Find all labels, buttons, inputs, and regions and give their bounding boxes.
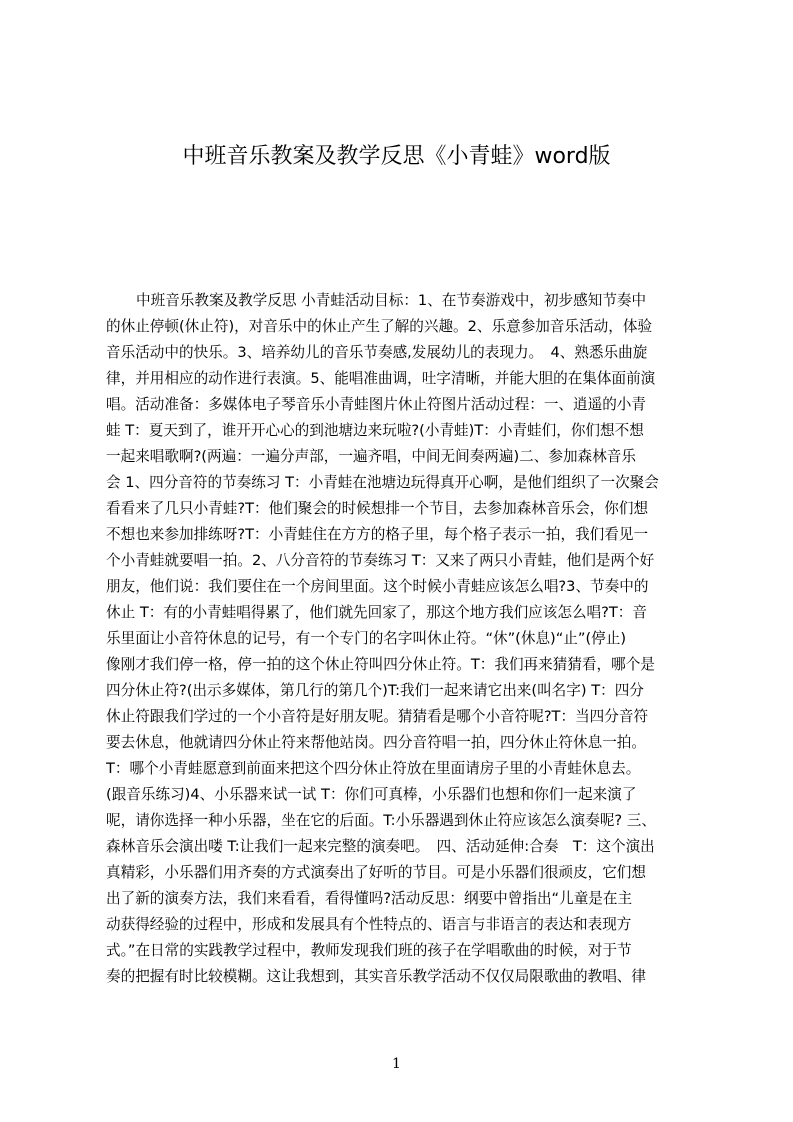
text-line: 音乐活动中的快乐。3、培养幼儿的音乐节奏感,发展幼儿的表现力。 4、熟悉乐曲旋 bbox=[106, 344, 648, 361]
text-line: 律，并用相应的动作进行表演。5、能唱准曲调，吐字清晰，并能大胆的在集体面前演 bbox=[106, 370, 656, 387]
page-number: 1 bbox=[392, 1056, 401, 1072]
text-line: 会 1、四分音符的节奏练习 T：小青蛙在池塘边玩得真开心啊，是他们组织了一次聚会 bbox=[106, 474, 659, 491]
text-line: 朋友，他们说：我们要住在一个房间里面。这个时候小青蛙应该怎么唱?3、节奏中的 bbox=[106, 578, 649, 595]
text-line: 乐里面让小音符休息的记号，有一个专门的名字叫休止符。“休”(休息)“止”(停止) bbox=[106, 630, 627, 647]
text-line: 动获得经验的过程中，形成和发展具有个性特点的、语言与非语言的表达和表现方 bbox=[106, 916, 632, 933]
text-line: 四分休止符?(出示多媒体，第几行的第几个)T:我们一起来请它出来(叫名字) T：四分 bbox=[106, 682, 644, 699]
text-line: 唱。活动准备：多媒体电子琴音乐小青蛙图片休止符图片活动过程：一、逍遥的小青 bbox=[106, 396, 646, 413]
text-line: 呢，请你选择一种小乐器，坐在它的后面。T:小乐器遇到休止符应该怎么演奏呢? 三、 bbox=[106, 812, 656, 829]
text-line: 出了新的演奏方法，我们来看看，看得懂吗?活动反思：纲要中曾指出“儿童是在主 bbox=[106, 890, 633, 907]
page-title: 中班音乐教案及教学反思《小青蛙》word版 bbox=[182, 144, 611, 169]
text-line: T：哪个小青蛙愿意到前面来把这个四分休止符放在里面请房子里的小青蛙休息去。 bbox=[106, 760, 641, 777]
text-line: 奏的把握有时比较模糊。这让我想到，其实音乐教学活动不仅仅局限歌曲的教唱、律 bbox=[106, 968, 646, 985]
text-line: (跟音乐练习)4、小乐器来试一试 T：你们可真棒，小乐器们也想和你们一起来演了 bbox=[106, 786, 637, 803]
text-line: 蛙 T：夏天到了，谁开开心心的到池塘边来玩啦?(小青蛙)T：小青蛙们，你们想不想 bbox=[106, 422, 644, 439]
text-line: 不想也来参加排练呀?T：小青蛙住在方方的格子里，每个格子表示一拍，我们看见一 bbox=[106, 526, 649, 543]
text-line: 真精彩，小乐器们用齐奏的方式演奏出了好听的节目。可是小乐器们很顽皮，它们想 bbox=[106, 864, 646, 881]
text-line: 休止 T：有的小青蛙唱得累了，他们就先回家了，那这个地方我们应该怎么唱?T：音 bbox=[106, 604, 647, 621]
text-line: 式。”在日常的实践教学过程中，教师发现我们班的孩子在学唱歌曲的时候，对于节 bbox=[106, 942, 632, 959]
body-text bbox=[106, 288, 698, 990]
text-line: 看看来了几只小青蛙?T：他们聚会的时候想排一个节目，去参加森林音乐会，你们想 bbox=[106, 500, 649, 517]
text-line: 一起来唱歌啊?(两遍：一遍分声部，一遍齐唱，中间无间奏两遍)二、参加森林音乐 bbox=[106, 448, 636, 465]
text-line: 的休止停顿(休止符)，对音乐中的休止产生了解的兴趣。2、乐意参加音乐活动，体验 bbox=[106, 318, 653, 335]
text-line: 像刚才我们停一格，停一拍的这个休止符叫四分休止符。T：我们再来猜猜看，哪个是 bbox=[106, 656, 655, 673]
text-line: 森林音乐会演出喽 T:让我们一起来完整的演奏吧。 四、活动延伸:合奏 T：这个演出 bbox=[106, 838, 655, 855]
text-line: 休止符跟我们学过的一个小音符是好朋友呢。猜猜看是哪个小音符呢?T：当四分音符 bbox=[106, 708, 649, 725]
text-line: 个小青蛙就要唱一拍。2、八分音符的节奏练习 T：又来了两只小青蛙，他们是两个好 bbox=[106, 552, 655, 569]
text-line: 要去休息，他就请四分休止符来帮他站岗。四分音符唱一拍，四分休止符休息一拍。 bbox=[106, 734, 646, 751]
text-line: 中班音乐教案及教学反思 小青蛙活动目标：1、在节奏游戏中，初步感知节奏中 bbox=[136, 292, 647, 309]
